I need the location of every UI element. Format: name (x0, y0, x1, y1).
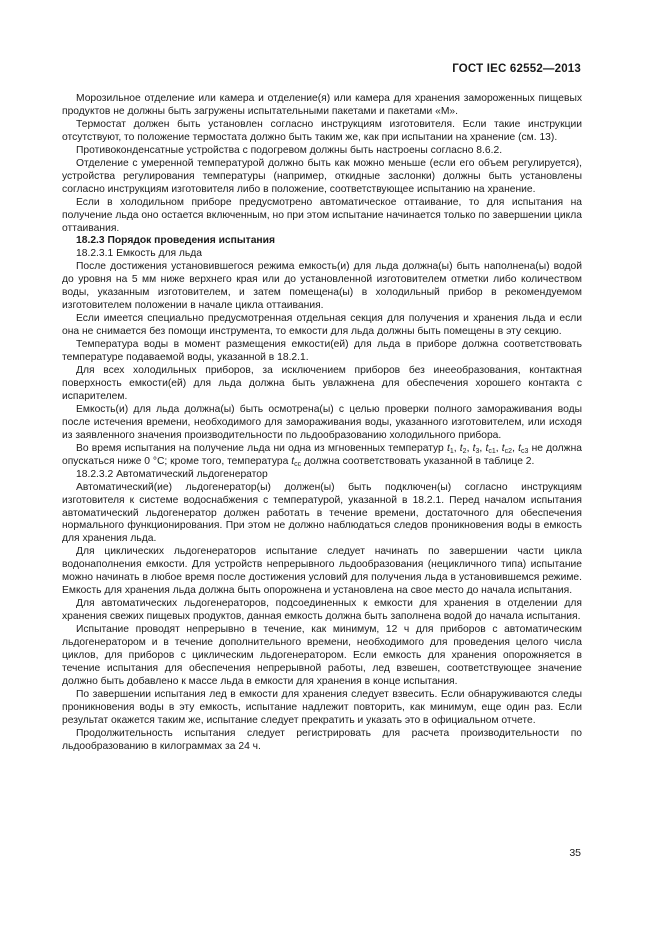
paragraph: Если имеется специально предусмотренная отдельная секция для получения и хранения льда и если она не снимается без помощи инструмента, то емкости для льда должны быть помещены в эту секцию. (62, 313, 582, 338)
paragraph: Противоконденсатные устройства с подогревом должны быть настроены согласно 8.6.2. (76, 144, 503, 156)
paragraph: Автоматический(ие) льдогенератор(ы) должен(ы) быть подключен(ы) согласно инструкциям изготовителя к системе водоснабжения с температурой, указанной в 18.2.1. Перед началом испытания автоматический льдогенератор должен работать в течение времени, достаточного для обеспечения нормального функционирования. При этом не должно наблюдаться следов проникновения воды в емкость для хранения льда. (62, 481, 582, 545)
subsection-heading: 18.2.3.1 Емкость для льда (76, 248, 203, 260)
paragraph: Для циклических льдогенераторов испытание следует начинать по завершении части цикла водонаполнения емкости. Для устройств непрерывного льдообразования (нецикличного типа) испытание можно начинать в любое время после достижения условий для получения льда в установившемся режиме. Емкость для хранения льда должна быть опорожнена и установлена на свое место до начала испытания. (62, 546, 582, 597)
paragraph: Для всех холодильных приборов, за исключением приборов без инееобразования, контактная поверхность емкости(ей) для льда должна быть увлажнена для обеспечения хорошего контакта с испарителем. (62, 365, 582, 402)
page-number: 35 (569, 847, 581, 859)
document-header: ГОСТ IEC 62552—2013 (452, 63, 581, 75)
paragraph: Для автоматических льдогенераторов, подсоединенных к емкости для хранения в отделении для хранения свежих пищевых продуктов, данная емкость должна быть заполнена водой до начала испытания. (62, 598, 582, 623)
paragraph: Емкость(и) для льда должна(ы) быть осмотрена(ы) с целью проверки полного замораживания воды после истечения времени, необходимого для замораживания воды, указанного изготовителем, или исходя из заявленного значения производительности по льдообразованию холодильного прибора. (62, 403, 582, 441)
paragraph: По завершении испытания лед в емкости для хранения следует взвесить. Если обнаруживаются следы проникновения воды в эту емкость, испытание надлежит повторить, как минимум, еще один раз. Если результат окажется таким же, испытание следует прекратить и указать это в официальном отчете. (62, 688, 582, 726)
paragraph: После достижения установившегося режима емкость(и) для льда должна(ы) быть наполнена(ы) водой до уровня на 5 мм ниже верхнего края или до установленной изготовителем отметки либо количеством воды, указанным изготовителем, и затем помещена(ы) в холодильный прибор в рекомендуемом изготовителем положении в начале цикла оттаивания. (62, 261, 582, 312)
paragraph: Термостат должен быть установлен согласно инструкциям изготовителя. Если такие инструкции отсутствуют, то положение термостата должно быть таким же, как при испытании на хранение (см. 13). (62, 118, 582, 143)
page-body (62, 93, 582, 754)
paragraph: Продолжительность испытания следует регистрировать для расчета производительности по льдообразованию в килограммах за 24 ч. (62, 727, 582, 752)
temperature-paragraph: Во время испытания на получение льда ни одна из мгновенных температур $t_1$, $t_2$, $t_3$, $t_{c1}$, $t_{c2}$, $t_{c3}$ не должна опускаться ниже 0 °С; кроме того, температура $t_{cc}$ должна соответствовать указанной в таблице 2. (62, 442, 582, 468)
paragraph: Морозильное отделение или камера и отделение(я) или камера для хранения замороженных пищевых продуктов не должны быть загружены испытательными пакетами и пакетами «М». (62, 93, 582, 117)
paragraph: Испытание проводят непрерывно в течение, как минимум, 12 ч для приборов с автоматическим льдогенератором и в течение дополнительного времени, необходимого для проведения целого числа циклов, для приборов с циклическим льдогенератором. Если емкость для хранения опорожняется в течение испытания для обеспечения непрерывной работы, лед взвешен, соответствующее значение должно быть добавлено к массе льда в емкости для хранения в конце испытания. (62, 624, 582, 687)
paragraph: Если в холодильном приборе предусмотрено автоматическое оттаивание, то для испытания на получение льда оно остается включенным, но при этом испытание начинается только по завершении цикла оттаивания. (62, 196, 582, 234)
subsection-heading: 18.2.3.2 Автоматический льдогенератор (76, 468, 268, 480)
paragraph: Температура воды в момент размещения емкости(ей) для льда в приборе должна соответствовать температуре подаваемой воды, указанной в 18.2.1. (62, 339, 582, 364)
paragraph: Отделение с умеренной температурой должно быть как можно меньше (если его объем регулируется), устройства регулирования температуры (например, откидные заслонки) должны быть установлены согласно инструкциям изготовителя либо в положение, соответствующее испытанию на хранение. (62, 157, 582, 195)
section-heading: 18.2.3 Порядок проведения испытания (76, 235, 275, 247)
